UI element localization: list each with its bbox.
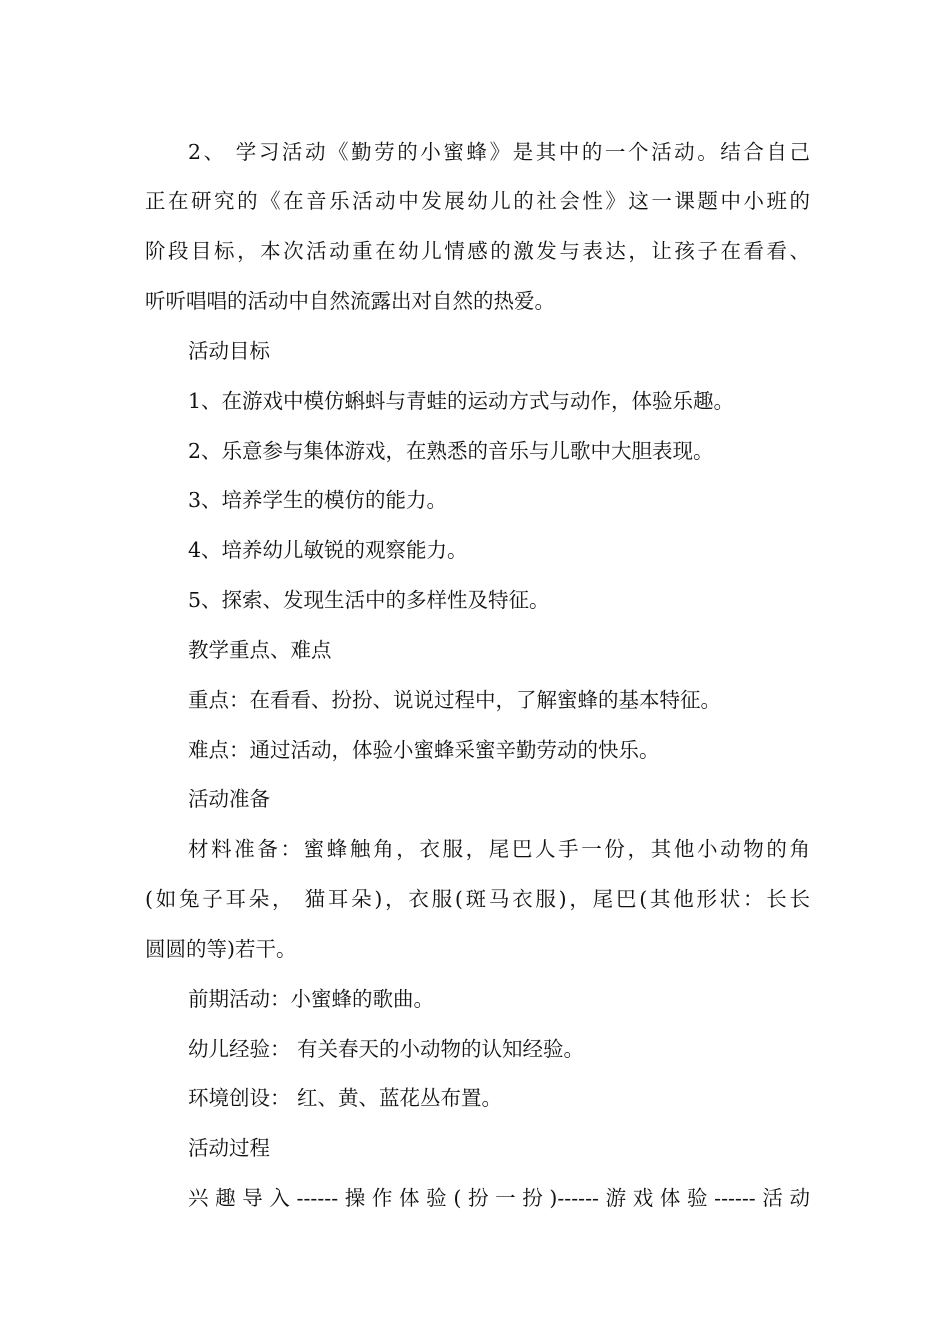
paragraph-intro-line-1: 2、 学习活动《勤劳的小蜜蜂》是其中的一个活动。结合自己 <box>188 140 810 164</box>
key-point: 重点：在看看、扮扮、说说过程中，了解蜜蜂的基本特征。 <box>188 688 721 712</box>
environment-setup: 环境创设： 红、黄、蓝花丛布置。 <box>188 1086 503 1110</box>
goal-item-4: 4、培养幼儿敏锐的观察能力。 <box>188 538 468 562</box>
goal-item-5: 5、探索、发现生活中的多样性及特征。 <box>188 588 550 612</box>
materials-line-1: 材料准备：蜜蜂触角，衣服，尾巴人手一份，其他小动物的角 <box>188 837 810 861</box>
materials-line-2: (如兔子耳朵， 猫耳朵)，衣服(斑马衣服)，尾巴(其他形状：长长 <box>145 887 810 911</box>
paragraph-intro-line-2: 正在研究的《在音乐活动中发展幼儿的社会性》这一课题中小班的 <box>145 189 810 213</box>
heading-key-points: 教学重点、难点 <box>188 638 332 662</box>
goal-item-3: 3、培养学生的模仿的能力。 <box>188 488 448 512</box>
heading-preparation: 活动准备 <box>188 787 270 811</box>
goal-item-1: 1、在游戏中模仿蝌蚪与青蛙的运动方式与动作，体验乐趣。 <box>188 389 735 413</box>
child-experience: 幼儿经验： 有关春天的小动物的认知经验。 <box>188 1037 585 1061</box>
difficult-point: 难点：通过活动，体验小蜜蜂采蜜辛勤劳动的快乐。 <box>188 738 660 762</box>
heading-process: 活动过程 <box>188 1136 270 1160</box>
goal-item-2: 2、乐意参与集体游戏，在熟悉的音乐与儿歌中大胆表现。 <box>188 439 714 463</box>
process-flow: 兴趣导入------操作体验(扮一扮)------游戏体验------活动 <box>188 1186 810 1210</box>
paragraph-intro-line-4: 听听唱唱的活动中自然流露出对自然的热爱。 <box>145 289 555 313</box>
prior-activity: 前期活动：小蜜蜂的歌曲。 <box>188 987 434 1011</box>
paragraph-intro-line-3: 阶段目标，本次活动重在幼儿情感的激发与表达，让孩子在看看、 <box>145 239 810 263</box>
materials-line-3: 圆圆的等)若干。 <box>145 937 297 961</box>
heading-activity-goals: 活动目标 <box>188 339 270 363</box>
